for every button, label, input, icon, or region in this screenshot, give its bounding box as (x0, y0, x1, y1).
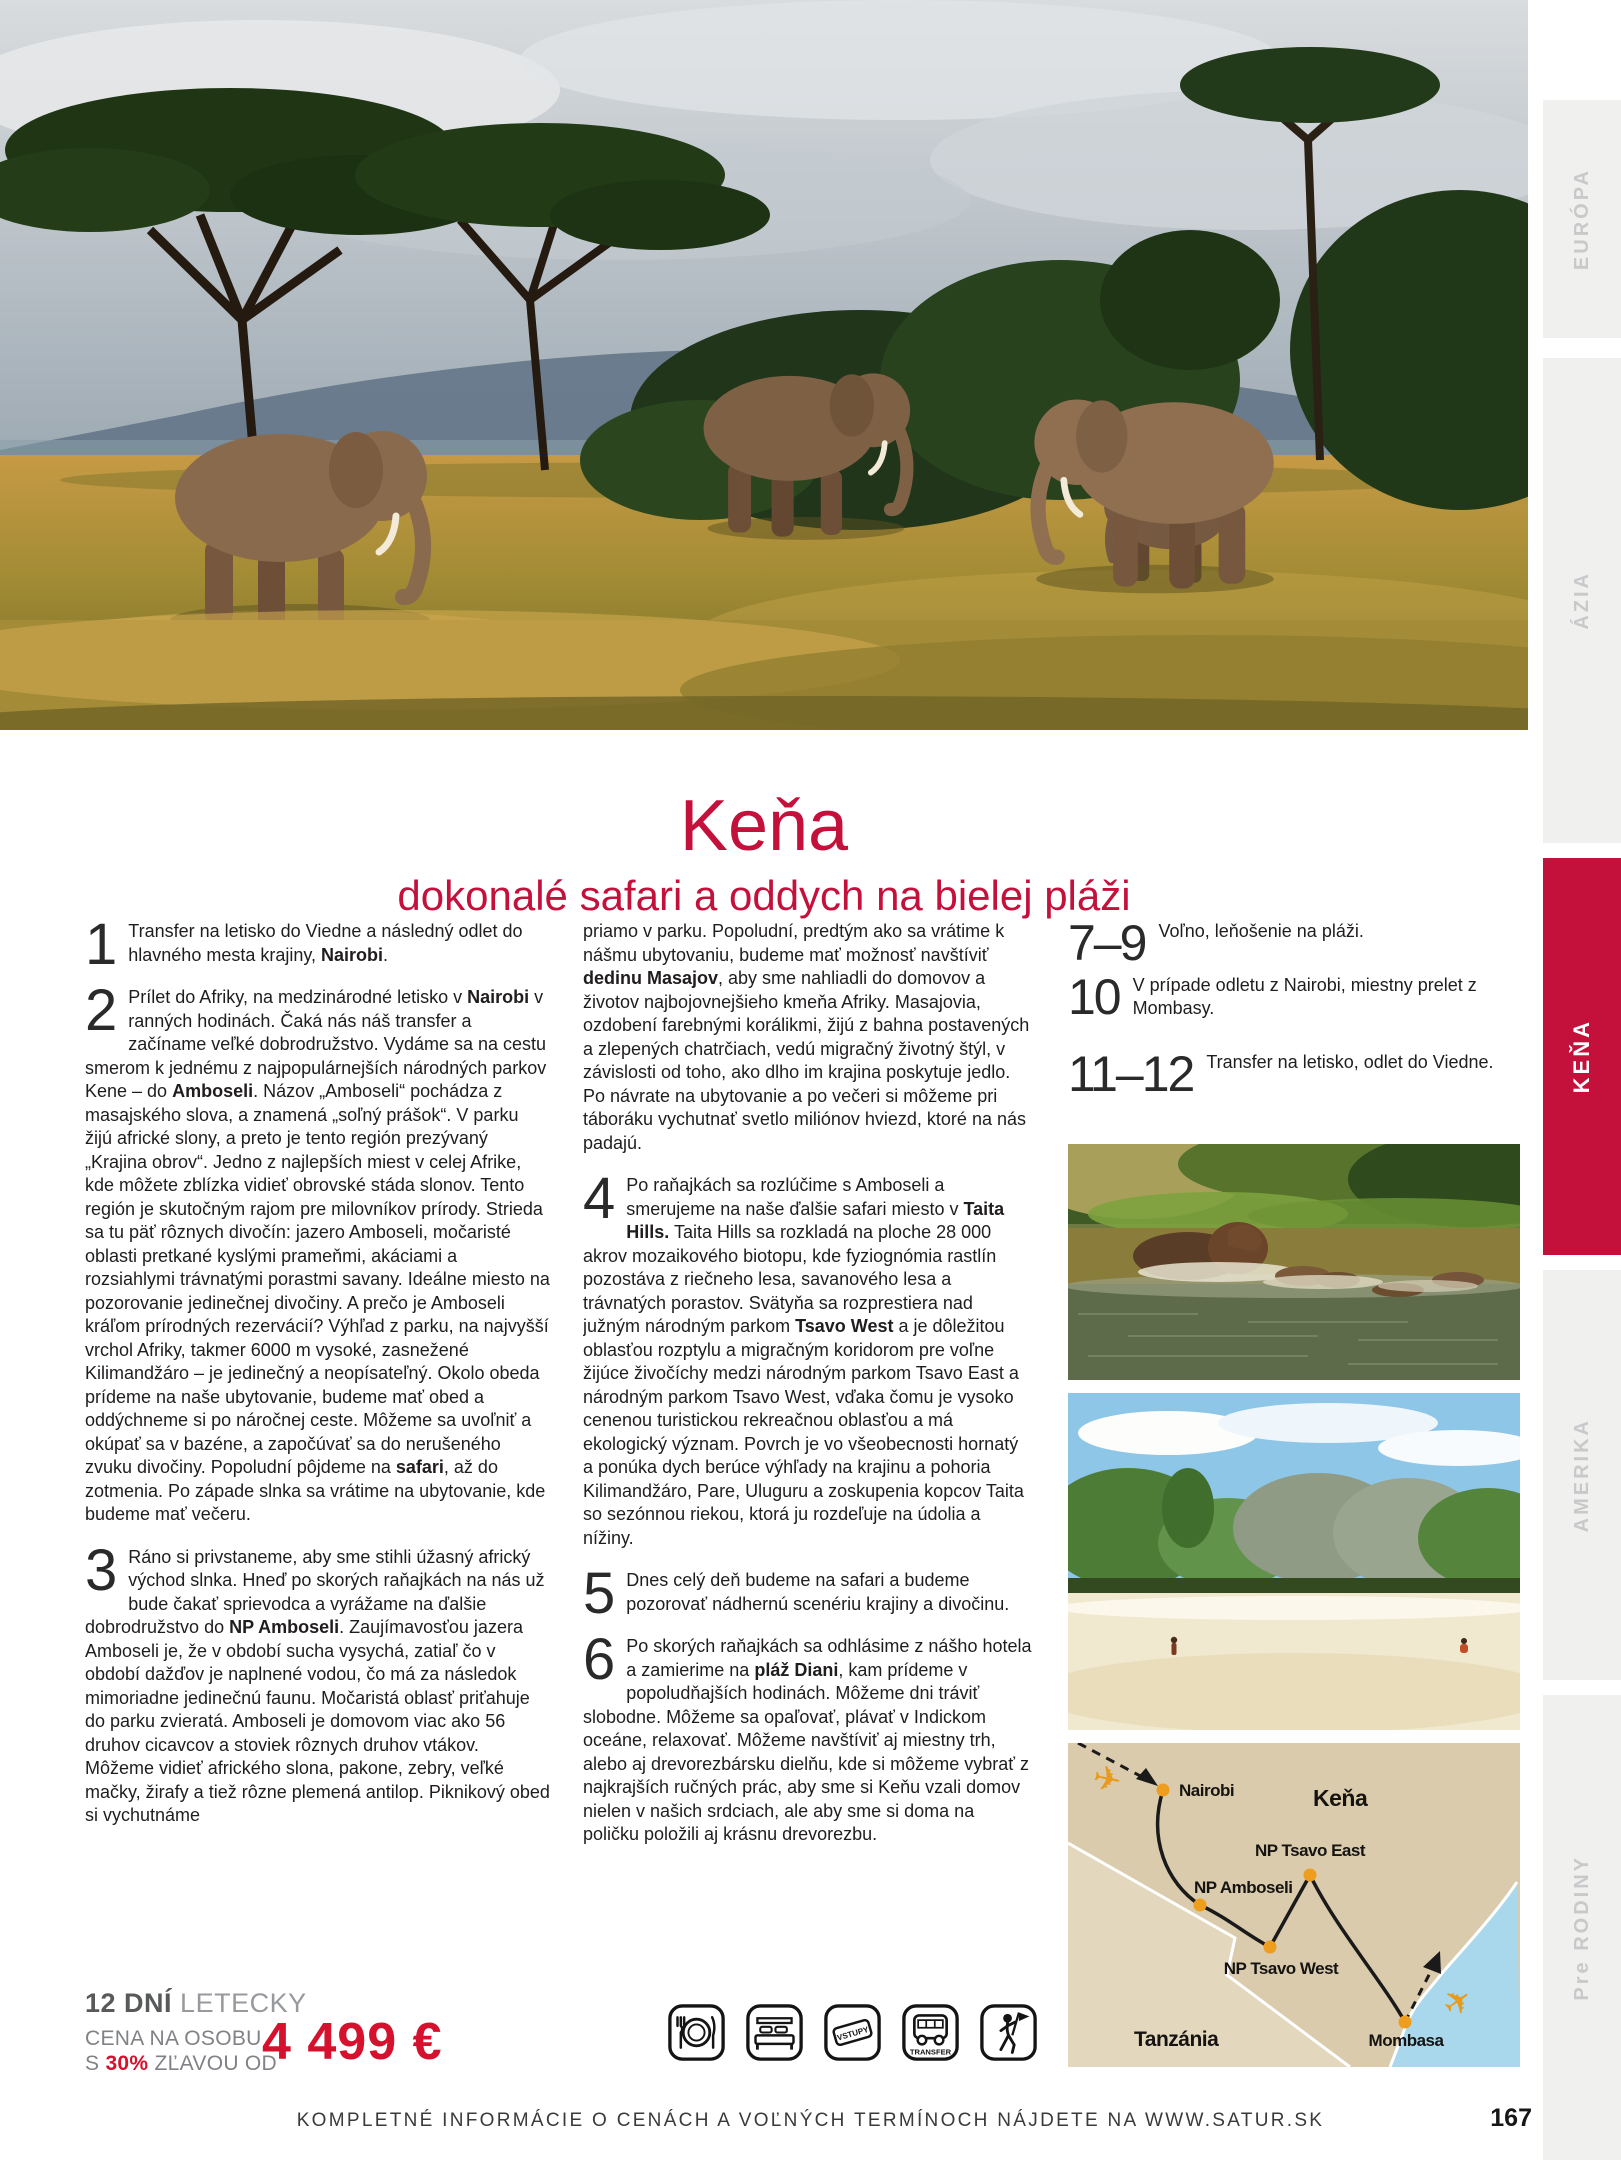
transfer-icon (902, 2004, 959, 2061)
route-map-kenya (1068, 1743, 1520, 2067)
sidebar-tab-label: AMERIKA (1570, 1417, 1593, 1533)
transfer-label: TRANSFER (909, 2047, 952, 2057)
discount-badge: 30% (105, 2052, 149, 2075)
day-number: 6 (583, 1627, 614, 1692)
itinerary-day-10 (1068, 968, 1520, 1025)
entrance-fees-icon (824, 2004, 881, 2061)
itinerary-day-5 (583, 1561, 1033, 1626)
day-text: priamo v parku. Popoludní, predtým ako sa vrátime k nášmu ubytovaniu, budeme mať možnosť navštíviť dedinu Masajov, aby sme nahliadli do domovov a životov najbojovnejšieho kmeňa Afriky. Masajovia, ozdobení farebnými korálikmi, žijú z bahna postavených a zlepených chatrčiach, vedú migračný životný štýl, v závislosti od toho, ako dlho im krajina poskytuje jedlo. Po návrate na ubytovanie a po večeri si môžeme pri táboráku vychutnať svetlo miliónov hviezd, ktoré na nás padajú. (583, 921, 1030, 1153)
sidebar-tab-label: KEŇA (1569, 1019, 1594, 1094)
accommodation-icon (746, 2004, 803, 2061)
day-text: Ráno si privstaneme, aby sme stihli úžasný africký východ slnka. Hneď po skorých raňajkách na nás už bude čakať sprievodca a vyrážame na ďalšie dobrodružstvo do NP Amboseli. Zaujímavosťou jazera Amboseli je, že v období sucha vysychá, zatiaľ čo v období dažďov je naplnené vodou, čo má za následok mimoriadne jedinečnú faunu. Močaristá oblasť priťahuje do parku zvieratá. Amboseli je domovom viac ako 56 druhov cicavcov a stoviek rôznych druhov vtákov. Môžeme vidieť afrického slona, pakone, zebry, veľké mačky, žirafy a tiež rôzne plemená antilop. Piknikový obed si vychutnáme (85, 1546, 550, 1825)
airplane-icon: ✈ (1089, 1758, 1125, 1802)
map-label-nairobi: Nairobi (1179, 1781, 1235, 1800)
day-text: Po raňajkách sa rozlúčime s Amboseli a smerujeme na naše ďalšie safari miesto v Taita Hills. Taita Hills sa rozkladá na ploche 28 000 akrov mozaikového biotopu, kde fyziognómia rastlín pozostáva z riečneho lesa, savanového lesa a trávnatých porastov. Svätyňa sa rozprestiera nad južným národným parkom Tsavo West a je dôležitou oblasťou rozptylu a migračným koridorom pre voľne žijúce živočíchy medzi národným parkom Tsavo East a národným parkom Tsavo West, vďaka čomu je vysoko cenenou turistickou rekreačnou oblasťou a má ekologický význam. Povrch je vo všeobecnosti hornatý a ponúka dych berúce výhľady na krajinu a pohoria Kilimandžáro, Pare, Uluguru a zoskupenia kopcov Taita so sezónnou riekou, ktorá ju rozdeľuje na údolia a nížiny. (583, 1175, 1024, 1548)
day-number: 1 (85, 920, 116, 977)
sidebar-tab-label: EURÓPA (1570, 167, 1593, 271)
day-text: Po skorých raňajkách sa odhlásime z nášho hotela a zamierime na pláž Diani, kam prídeme v popoludňajších hodinách. Môžeme dni tráviť slobodne. Môžeme sa opaľovať, plávať v Indickom oceáne, relaxovať. Môžeme navštíviť aj miestny trh, alebo aj drevorezbársku dielňu, kde si môžeme vybrať z najkrajších ručných prác, aby sme si Keňu vzali domov nielen v našich srdciach, ale aby sme si doma na poličku položili aj krásnu drevorezbu. (583, 1636, 1032, 1844)
sidebar-tab-kena-active[interactable] (1543, 858, 1621, 1255)
map-label-tsavo-west: NP Tsavo West (1223, 1959, 1339, 1978)
day-text: Transfer na letisko, odlet do Viedne. (1206, 1051, 1494, 1072)
map-label-mombasa: Mombasa (1368, 2031, 1444, 2050)
duration-days: 12 DNÍ (85, 1988, 173, 2018)
day-text: Dnes celý deň budeme na safari a budeme pozorovať nádhernú scenériu krajiny a divočinu. (626, 1570, 1010, 1614)
day-number: 7–9 (1068, 920, 1146, 971)
sidebar-tab-pre-rodiny[interactable] (1543, 1695, 1621, 2160)
duration-mode: LETECKY (180, 1988, 307, 2018)
day-number: 11–12 (1068, 1045, 1194, 1102)
day-number: 4 (583, 1166, 614, 1231)
itinerary-day-11-12 (1068, 1045, 1520, 1102)
sidebar-tab-azia[interactable] (1543, 358, 1621, 843)
itinerary-column-2 (583, 920, 1033, 1955)
photo-diani-beach (1068, 1393, 1520, 1730)
beach-person (1460, 1638, 1468, 1653)
day-text: Voľno, leňošenie na pláži. (1158, 921, 1364, 941)
day-number: 5 (583, 1561, 614, 1626)
price-value: 4 499 € (262, 2013, 443, 2071)
day-text: Transfer na letisko do Viedne a následný odlet do hlavného mesta krajiny, Nairobi. (128, 921, 523, 965)
itinerary-day-3-continued (583, 920, 1033, 1155)
day-text: Prílet do Afriky, na medzinárodné letisko v Nairobi v ranných hodinách. Čaká nás náš transfer a začíname veľké dobrodružstvo. Vydáme sa na cestu smerom k jednému z najpopulárnejších národných parkov Kene – do Amboseli. Názov „Amboseli“ pochádza z masajského slova, a znamená „soľný prášok“. V parku žijú africké slony, a preto je tento región prezývaný „Krajina obrov“. Jedno z najlepších miest v celej Afrike, kde môžete zblízka vidieť obrovské stáda slonov. Tento región je skutočným rajom pre milovníkov prírody. Strieda sa tu päť rôznych divočín: jazero Amboseli, močaristé oblasti pretkané kyslými prameňmi, akáciami a rozsiahlymi trávnatými porastmi savany. Ideálne miesto na pozorovanie jedinečnej divočiny. A prečo je Amboseli kráľom prírodných rezervácií? Výhľad z parku, na najvyšší vrchol Afriky, takmer 6000 m vysoké, zasnežené Kilimandžáro – je jedinečný a neopísateľný. Okolo obeda prídeme na naše ubytovanie, budeme mať obed a oddýchneme si po náročnej ceste. Môžeme sa uvoľniť a okúpať sa v bazéne, a započúvať sa do nerušeného zvuku divočiny. Popoludní pôjdeme na safari, až do zotmenia. Po západe slnka sa vrátime na ubytovanie, kde budeme mať večeru. (85, 987, 550, 1524)
day-number: 10 (1068, 968, 1120, 1025)
day-text: V prípade odletu z Nairobi, miestny prelet z Mombasy. (1132, 974, 1477, 1018)
page-subtitle: dokonalé safari a oddych na bielej pláži (397, 871, 1131, 919)
hiking-icon (980, 2004, 1037, 2061)
sidebar-tab-label: Pre RODINY (1570, 1854, 1593, 2001)
map-label-tanzania: Tanzánia (1134, 2028, 1219, 2051)
sidebar-tab-europa[interactable] (1543, 100, 1621, 338)
itinerary-day-6 (583, 1627, 1033, 1847)
beach-person (1171, 1637, 1177, 1655)
itinerary-day-2 (85, 978, 550, 1527)
footer-note: KOMPLETNÉ INFORMÁCIE O CENÁCH A VOĽNÝCH TERMÍNOCH NÁJDETE NA WWW.SATUR.SK (296, 2110, 1325, 2131)
airplane-icon: ✈ (1435, 1978, 1481, 2027)
itinerary-column-3 (1068, 920, 1520, 1160)
sidebar-tab-label: ÁZIA (1570, 571, 1593, 630)
itinerary-day-7-9 (1068, 920, 1520, 971)
map-label-amboseli: NP Amboseli (1194, 1878, 1293, 1897)
photo-hippos-river (1068, 1144, 1520, 1380)
itinerary-day-4 (583, 1166, 1033, 1550)
page-number: 167 (1490, 2104, 1532, 2132)
page-title: Keňa (679, 786, 849, 867)
savanna-photo-illustration (0, 0, 1528, 730)
price-label-line2-pre: S (85, 2052, 100, 2075)
sidebar-tab-amerika[interactable] (1543, 1270, 1621, 1680)
price-label-line2-post: ZĽAVOU OD (154, 2052, 278, 2075)
itinerary-column-1 (85, 920, 550, 1955)
price-label (85, 2026, 277, 2076)
map-label-tsavo-east: NP Tsavo East (1254, 1841, 1366, 1860)
itinerary-day-1 (85, 920, 550, 977)
day-number: 3 (85, 1537, 116, 1603)
day-number: 2 (85, 978, 116, 1043)
itinerary-day-3 (85, 1537, 550, 1828)
ticket-label: VSTUPY (836, 2024, 870, 2043)
price-label-line1: CENA NA OSOBU (85, 2027, 262, 2050)
included-services-icons (668, 2004, 1037, 2061)
hero-photo-elephants-kilimanjaro (0, 0, 1528, 730)
meals-icon (668, 2004, 725, 2061)
map-label-kena: Keňa (1313, 1785, 1368, 1811)
